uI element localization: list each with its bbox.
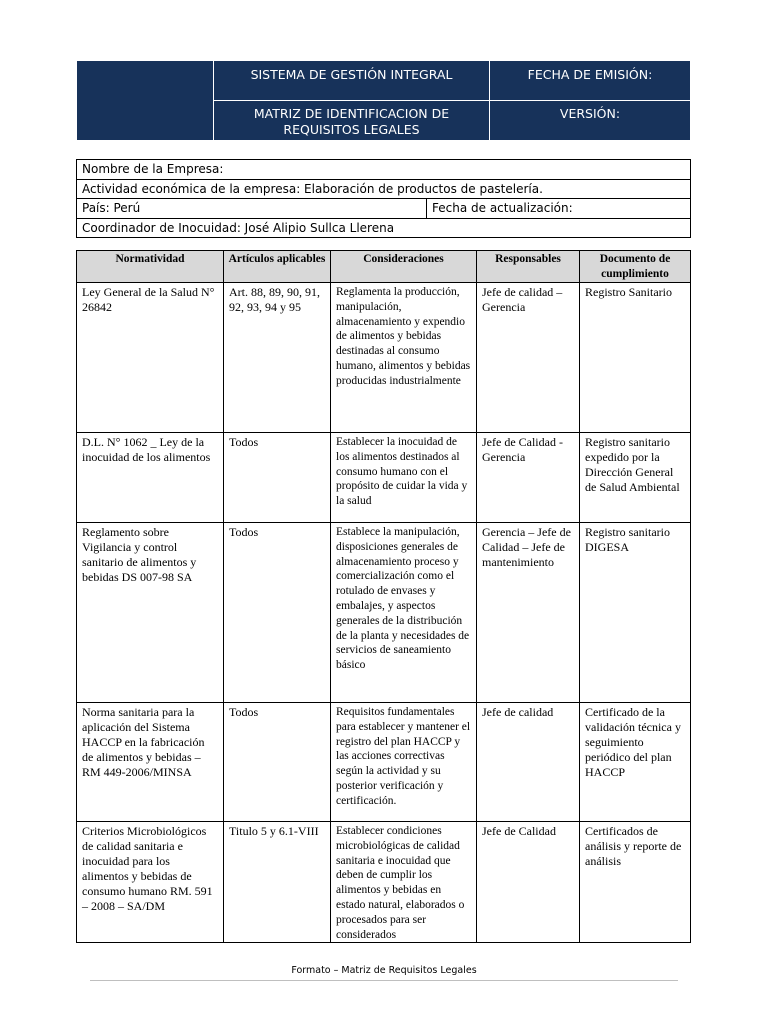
column-header: Consideraciones: [331, 251, 477, 283]
system-title: SISTEMA DE GESTIÓN INTEGRAL: [214, 61, 490, 101]
table-row: [77, 822, 691, 943]
company-info-table: [76, 159, 691, 238]
norm-cell: Reglamento sobre Vigilancia y control sanitario de alimentos y bebidas DS 007-98 SA: [77, 523, 224, 703]
legal-requirements-matrix: [76, 250, 691, 943]
considerations-cell: Reglamenta la producción, manipulación, almacenamiento y expendio de alimentos y bebidas destinadas al consumo humano, alimentos y bebidas producidas industrialmente: [331, 283, 477, 433]
articles-cell: Titulo 5 y 6.1-VIII: [224, 822, 331, 943]
column-header: Artículos aplicables: [224, 251, 331, 283]
document-cell: Registro Sanitario: [580, 283, 691, 433]
articles-cell: Art. 88, 89, 90, 91, 92, 93, 94 y 95: [224, 283, 331, 433]
column-header: Normatividad: [77, 251, 224, 283]
table-row: [77, 283, 691, 433]
responsible-cell: Gerencia – Jefe de Calidad – Jefe de mantenimiento: [477, 523, 580, 703]
table-row: [77, 703, 691, 822]
column-header: Documento de cumplimiento: [580, 251, 691, 283]
footer-divider: [90, 980, 678, 981]
norm-cell: D.L. N° 1062 _ Ley de la inocuidad de los alimentos: [77, 433, 224, 523]
document-cell: Registro sanitario DIGESA: [580, 523, 691, 703]
considerations-cell: Requisitos fundamentales para establecer y mantener el registro del plan HACCP y las acciones correctivas según la actividad y su posterior verificación y certificación.: [331, 703, 477, 822]
version-label: VERSIÓN:: [490, 101, 691, 141]
page-footer: Formato – Matriz de Requisitos Legales: [291, 965, 477, 976]
column-header: Responsables: [477, 251, 580, 283]
considerations-cell: Establecer la inocuidad de los alimentos destinados al consumo humano con el propósito de cuidar la vida y la salud: [331, 433, 477, 523]
coordinator-field: Coordinador de Inocuidad: José Alipio Sullca Llerena: [77, 218, 691, 238]
issue-date-label: FECHA DE EMISIÓN:: [490, 61, 691, 101]
articles-cell: Todos: [224, 433, 331, 523]
matrix-title: MATRIZ DE IDENTIFICACION DE REQUISITOS LEGALES: [214, 101, 490, 141]
considerations-cell: Establece la manipulación, disposiciones generales de almacenamiento proceso y comercialización como el rotulado de envases y embalajes, y aspectos generales de la distribución de la planta y necesidades de servicios de saneamiento básico: [331, 523, 477, 703]
document-cell: Registro sanitario expedido por la Dirección General de Salud Ambiental: [580, 433, 691, 523]
update-date-field: Fecha de actualización:: [427, 199, 691, 219]
considerations-cell: Establecer condiciones microbiológicas de calidad sanitaria e inocuidad que deben de cumplir los alimentos y bebidas en estado natural, elaborados o procesados para ser considerados: [331, 822, 477, 943]
table-row: [77, 433, 691, 523]
company-name-field: Nombre de la Empresa:: [77, 160, 691, 180]
logo-cell: [77, 61, 214, 141]
matrix-header-row: [77, 251, 691, 283]
document-header: [76, 60, 691, 141]
norm-cell: Ley General de la Salud N° 26842: [77, 283, 224, 433]
responsible-cell: Jefe de calidad – Gerencia: [477, 283, 580, 433]
norm-cell: Criterios Microbiológicos de calidad sanitaria e inocuidad para los alimentos y bebidas de consumo humano RM. 591 – 2008 – SA/DM: [77, 822, 224, 943]
document-cell: Certificado de la validación técnica y seguimiento periódico del plan HACCP: [580, 703, 691, 822]
country-field: País: Perú: [77, 199, 427, 219]
table-row: [77, 523, 691, 703]
articles-cell: Todos: [224, 523, 331, 703]
economic-activity-field: Actividad económica de la empresa: Elaboración de productos de pastelería.: [77, 179, 691, 199]
document-cell: Certificados de análisis y reporte de análisis: [580, 822, 691, 943]
responsible-cell: Jefe de Calidad - Gerencia: [477, 433, 580, 523]
articles-cell: Todos: [224, 703, 331, 822]
responsible-cell: Jefe de Calidad: [477, 822, 580, 943]
norm-cell: Norma sanitaria para la aplicación del Sistema HACCP en la fabricación de alimentos y bebidas – RM 449-2006/MINSA: [77, 703, 224, 822]
responsible-cell: Jefe de calidad: [477, 703, 580, 822]
